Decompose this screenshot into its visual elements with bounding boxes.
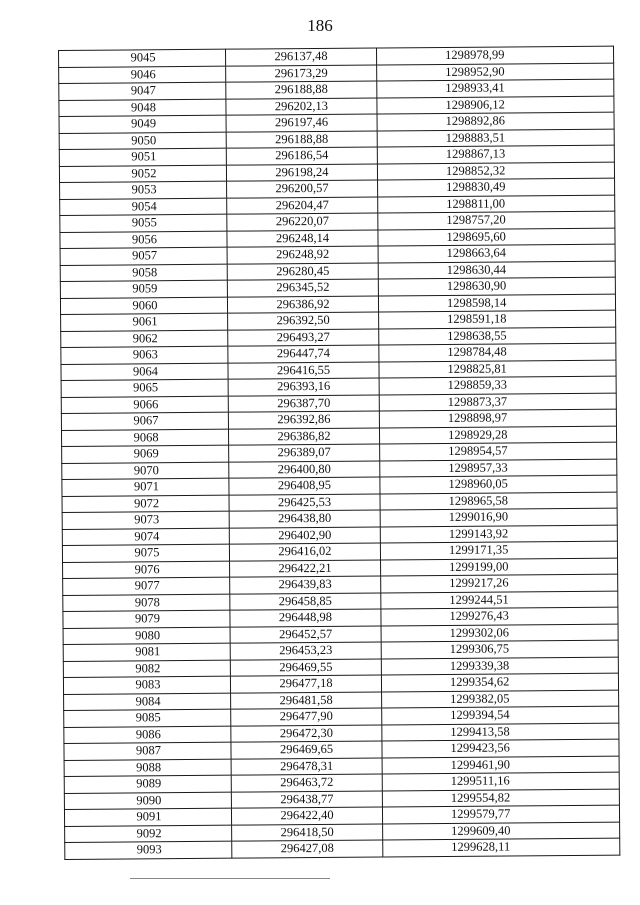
- y-coordinate-cell: 1298852,32: [377, 162, 614, 180]
- x-coordinate-cell: 296186,54: [226, 147, 377, 165]
- x-coordinate-cell: 296400,80: [229, 460, 380, 478]
- y-coordinate-cell: 1299413,58: [382, 723, 619, 741]
- y-coordinate-cell: 1299244,51: [381, 591, 618, 609]
- point-number-cell: 9048: [59, 99, 226, 117]
- y-coordinate-cell: 1299423,56: [382, 739, 619, 757]
- point-number-cell: 9059: [60, 280, 227, 298]
- x-coordinate-cell: 296408,95: [229, 477, 380, 495]
- point-number-cell: 9079: [63, 610, 230, 628]
- point-number-cell: 9073: [62, 511, 229, 529]
- y-coordinate-cell: 1299199,00: [381, 558, 618, 576]
- point-number-cell: 9082: [63, 660, 230, 678]
- point-number-cell: 9087: [64, 742, 231, 760]
- x-coordinate-cell: 296197,46: [226, 114, 377, 132]
- point-number-cell: 9060: [60, 297, 227, 315]
- point-number-cell: 9071: [62, 478, 229, 496]
- point-number-cell: 9068: [61, 429, 228, 447]
- x-coordinate-cell: 296416,02: [229, 543, 380, 561]
- point-number-cell: 9061: [61, 313, 228, 331]
- y-coordinate-cell: 1298892,86: [377, 112, 614, 130]
- y-coordinate-cell: 1298954,57: [380, 442, 617, 460]
- y-coordinate-cell: 1298591,18: [379, 310, 616, 328]
- point-number-cell: 9050: [59, 132, 226, 150]
- x-coordinate-cell: 296137,48: [225, 48, 376, 66]
- x-coordinate-cell: 296427,08: [232, 840, 383, 858]
- y-coordinate-cell: 1298859,33: [379, 376, 616, 394]
- y-coordinate-cell: 1298978,99: [376, 46, 613, 64]
- y-coordinate-cell: 1298598,14: [378, 294, 615, 312]
- x-coordinate-cell: 296477,90: [231, 708, 382, 726]
- point-number-cell: 9051: [59, 148, 226, 166]
- y-coordinate-cell: 1298933,41: [377, 79, 614, 97]
- y-coordinate-cell: 1299171,35: [380, 541, 617, 559]
- x-coordinate-cell: 296418,50: [232, 823, 383, 841]
- point-number-cell: 9080: [63, 627, 230, 645]
- y-coordinate-cell: 1298784,48: [379, 343, 616, 361]
- x-coordinate-cell: 296220,07: [227, 213, 378, 231]
- x-coordinate-cell: 296452,57: [230, 625, 381, 643]
- coordinates-table-body: [59, 46, 620, 859]
- point-number-cell: 9054: [60, 198, 227, 216]
- y-coordinate-cell: 1298906,12: [377, 96, 614, 114]
- x-coordinate-cell: 296204,47: [227, 196, 378, 214]
- x-coordinate-cell: 296469,65: [231, 741, 382, 759]
- x-coordinate-cell: 296416,55: [228, 361, 379, 379]
- x-coordinate-cell: 296438,80: [229, 510, 380, 528]
- x-coordinate-cell: 296469,55: [230, 658, 381, 676]
- y-coordinate-cell: 1299511,16: [382, 772, 619, 790]
- y-coordinate-cell: 1298898,97: [379, 409, 616, 427]
- point-number-cell: 9074: [62, 528, 229, 546]
- x-coordinate-cell: 296439,83: [230, 576, 381, 594]
- y-coordinate-cell: 1299016,90: [380, 508, 617, 526]
- y-coordinate-cell: 1299339,38: [381, 657, 618, 675]
- point-number-cell: 9081: [63, 643, 230, 661]
- point-number-cell: 9092: [65, 825, 232, 843]
- x-coordinate-cell: 296493,27: [228, 328, 379, 346]
- point-number-cell: 9090: [64, 792, 231, 810]
- x-coordinate-cell: 296188,88: [226, 81, 377, 99]
- point-number-cell: 9055: [60, 214, 227, 232]
- x-coordinate-cell: 296438,77: [231, 790, 382, 808]
- point-number-cell: 9046: [59, 66, 226, 84]
- x-coordinate-cell: 296202,13: [226, 97, 377, 115]
- point-number-cell: 9069: [62, 445, 229, 463]
- point-number-cell: 9057: [60, 247, 227, 265]
- x-coordinate-cell: 296477,18: [230, 675, 381, 693]
- point-number-cell: 9077: [63, 577, 230, 595]
- x-coordinate-cell: 296280,45: [227, 262, 378, 280]
- y-coordinate-cell: 1298867,13: [377, 145, 614, 163]
- y-coordinate-cell: 1298663,64: [378, 244, 615, 262]
- point-number-cell: 9091: [64, 808, 231, 826]
- x-coordinate-cell: 296458,85: [230, 592, 381, 610]
- x-coordinate-cell: 296402,90: [229, 526, 380, 544]
- y-coordinate-cell: 1298830,49: [378, 178, 615, 196]
- point-number-cell: 9093: [65, 841, 232, 859]
- y-coordinate-cell: 1298757,20: [378, 211, 615, 229]
- y-coordinate-cell: 1299628,11: [383, 838, 620, 856]
- y-coordinate-cell: 1299461,90: [382, 756, 619, 774]
- y-coordinate-cell: 1298883,51: [377, 129, 614, 147]
- point-number-cell: 9058: [60, 264, 227, 282]
- y-coordinate-cell: 1299609,40: [383, 822, 620, 840]
- point-number-cell: 9049: [59, 115, 226, 133]
- x-coordinate-cell: 296478,31: [231, 757, 382, 775]
- x-coordinate-cell: 296200,57: [227, 180, 378, 198]
- x-coordinate-cell: 296248,14: [227, 229, 378, 247]
- y-coordinate-cell: 1299276,43: [381, 607, 618, 625]
- y-coordinate-cell: 1299382,05: [382, 690, 619, 708]
- y-coordinate-cell: 1298965,58: [380, 492, 617, 510]
- x-coordinate-cell: 296389,07: [229, 444, 380, 462]
- x-coordinate-cell: 296422,21: [230, 559, 381, 577]
- point-number-cell: 9076: [63, 561, 230, 579]
- x-coordinate-cell: 296481,58: [231, 691, 382, 709]
- point-number-cell: 9064: [61, 363, 228, 381]
- point-number-cell: 9084: [64, 693, 231, 711]
- x-coordinate-cell: 296345,52: [227, 279, 378, 297]
- y-coordinate-cell: 1298638,55: [379, 327, 616, 345]
- x-coordinate-cell: 296447,74: [228, 345, 379, 363]
- y-coordinate-cell: 1298630,90: [378, 277, 615, 295]
- point-number-cell: 9075: [62, 544, 229, 562]
- y-coordinate-cell: 1299394,54: [382, 706, 619, 724]
- x-coordinate-cell: 296392,86: [228, 411, 379, 429]
- point-number-cell: 9088: [64, 759, 231, 777]
- x-coordinate-cell: 296453,23: [230, 642, 381, 660]
- point-number-cell: 9070: [62, 462, 229, 480]
- coordinates-table: [58, 46, 620, 860]
- point-number-cell: 9062: [61, 330, 228, 348]
- point-number-cell: 9052: [59, 165, 226, 183]
- y-coordinate-cell: 1298630,44: [378, 261, 615, 279]
- x-coordinate-cell: 296425,53: [229, 493, 380, 511]
- y-coordinate-cell: 1298811,00: [378, 195, 615, 213]
- x-coordinate-cell: 296173,29: [226, 64, 377, 82]
- point-number-cell: 9072: [62, 495, 229, 513]
- y-coordinate-cell: 1299579,77: [382, 805, 619, 823]
- x-coordinate-cell: 296472,30: [231, 724, 382, 742]
- page-number: 186: [307, 16, 333, 35]
- x-coordinate-cell: 296463,72: [231, 774, 382, 792]
- point-number-cell: 9089: [64, 775, 231, 793]
- point-number-cell: 9065: [61, 379, 228, 397]
- point-number-cell: 9053: [60, 181, 227, 199]
- x-coordinate-cell: 296393,16: [228, 378, 379, 396]
- y-coordinate-cell: 1299302,06: [381, 624, 618, 642]
- x-coordinate-cell: 296386,82: [228, 427, 379, 445]
- y-coordinate-cell: 1298960,05: [380, 475, 617, 493]
- footer-rule: [130, 878, 330, 879]
- point-number-cell: 9083: [63, 676, 230, 694]
- y-coordinate-cell: 1299554,82: [382, 789, 619, 807]
- y-coordinate-cell: 1299306,75: [381, 640, 618, 658]
- x-coordinate-cell: 296248,92: [227, 246, 378, 264]
- y-coordinate-cell: 1299217,26: [381, 574, 618, 592]
- point-number-cell: 9066: [61, 396, 228, 414]
- x-coordinate-cell: 296392,50: [228, 312, 379, 330]
- y-coordinate-cell: 1299143,92: [380, 525, 617, 543]
- x-coordinate-cell: 296422,40: [231, 807, 382, 825]
- y-coordinate-cell: 1298929,28: [379, 426, 616, 444]
- x-coordinate-cell: 296386,92: [227, 295, 378, 313]
- y-coordinate-cell: 1298695,60: [378, 228, 615, 246]
- point-number-cell: 9067: [61, 412, 228, 430]
- point-number-cell: 9056: [60, 231, 227, 249]
- x-coordinate-cell: 296188,88: [226, 130, 377, 148]
- y-coordinate-cell: 1298825,81: [379, 360, 616, 378]
- point-number-cell: 9086: [64, 726, 231, 744]
- point-number-cell: 9078: [63, 594, 230, 612]
- x-coordinate-cell: 296387,70: [228, 394, 379, 412]
- y-coordinate-cell: 1298952,90: [377, 63, 614, 81]
- point-number-cell: 9045: [59, 49, 226, 67]
- point-number-cell: 9085: [64, 709, 231, 727]
- point-number-cell: 9047: [59, 82, 226, 100]
- x-coordinate-cell: 296198,24: [226, 163, 377, 181]
- point-number-cell: 9063: [61, 346, 228, 364]
- y-coordinate-cell: 1298957,33: [380, 459, 617, 477]
- x-coordinate-cell: 296448,98: [230, 609, 381, 627]
- y-coordinate-cell: 1298873,37: [379, 393, 616, 411]
- y-coordinate-cell: 1299354,62: [381, 673, 618, 691]
